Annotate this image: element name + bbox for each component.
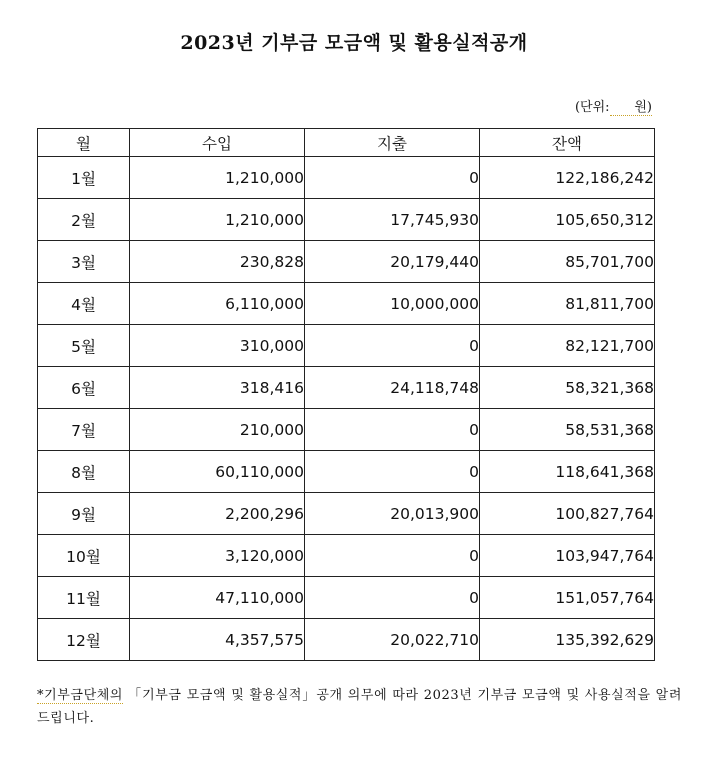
expense-cell: 10,000,000 xyxy=(305,283,480,325)
table-row xyxy=(38,325,655,367)
balance-cell: 103,947,764 xyxy=(480,535,655,577)
header-month: 월 xyxy=(38,129,130,157)
table-header-row xyxy=(38,129,655,157)
income-cell: 1,210,000 xyxy=(130,157,305,199)
income-cell: 6,110,000 xyxy=(130,283,305,325)
balance-cell: 135,392,629 xyxy=(480,619,655,661)
month-cell: 11월 xyxy=(38,577,130,619)
income-cell: 2,200,296 xyxy=(130,493,305,535)
page-title: 2023년 기부금 모금액 및 활용실적공개 xyxy=(180,32,528,54)
table-row xyxy=(38,451,655,493)
expense-cell: 20,022,710 xyxy=(305,619,480,661)
expense-cell: 0 xyxy=(305,535,480,577)
donation-ledger-table xyxy=(37,128,655,661)
balance-cell: 118,641,368 xyxy=(480,451,655,493)
balance-cell: 122,186,242 xyxy=(480,157,655,199)
table-row xyxy=(38,367,655,409)
table-body xyxy=(38,157,655,661)
month-cell: 1월 xyxy=(38,157,130,199)
disclosure-note xyxy=(37,684,682,730)
income-cell: 210,000 xyxy=(130,409,305,451)
table-row xyxy=(38,409,655,451)
balance-cell: 85,701,700 xyxy=(480,241,655,283)
table-row xyxy=(38,619,655,661)
income-cell: 230,828 xyxy=(130,241,305,283)
table-row xyxy=(38,493,655,535)
month-cell: 5월 xyxy=(38,325,130,367)
header-balance: 잔액 xyxy=(480,129,655,157)
note-prefix: *기부금단체의 xyxy=(37,688,124,703)
table-row xyxy=(38,577,655,619)
month-cell: 3월 xyxy=(38,241,130,283)
expense-cell: 0 xyxy=(305,325,480,367)
month-cell: 6월 xyxy=(38,367,130,409)
income-cell: 1,210,000 xyxy=(130,199,305,241)
table-row xyxy=(38,241,655,283)
note-body: 「기부금 모금액 및 활용실적」공개 의무에 따라 2023년 기부금 모금액 및 사용실적을 알려드립니다. xyxy=(37,688,682,726)
balance-cell: 151,057,764 xyxy=(480,577,655,619)
month-cell: 8월 xyxy=(38,451,130,493)
month-cell: 12월 xyxy=(38,619,130,661)
income-cell: 47,110,000 xyxy=(130,577,305,619)
expense-cell: 20,013,900 xyxy=(305,493,480,535)
unit-label: (단위: xyxy=(574,100,610,115)
unit-indicator xyxy=(575,96,652,115)
balance-cell: 81,811,700 xyxy=(480,283,655,325)
expense-cell: 0 xyxy=(305,157,480,199)
balance-cell: 58,531,368 xyxy=(480,409,655,451)
month-cell: 10월 xyxy=(38,535,130,577)
income-cell: 4,357,575 xyxy=(130,619,305,661)
balance-cell: 82,121,700 xyxy=(480,325,655,367)
income-cell: 60,110,000 xyxy=(130,451,305,493)
table-row xyxy=(38,283,655,325)
expense-cell: 17,745,930 xyxy=(305,199,480,241)
month-cell: 4월 xyxy=(38,283,130,325)
expense-cell: 20,179,440 xyxy=(305,241,480,283)
income-cell: 310,000 xyxy=(130,325,305,367)
expense-cell: 0 xyxy=(305,451,480,493)
header-expense: 지출 xyxy=(305,129,480,157)
income-cell: 3,120,000 xyxy=(130,535,305,577)
balance-cell: 58,321,368 xyxy=(480,367,655,409)
expense-cell: 0 xyxy=(305,409,480,451)
header-income: 수입 xyxy=(130,129,305,157)
balance-cell: 100,827,764 xyxy=(480,493,655,535)
month-cell: 9월 xyxy=(38,493,130,535)
balance-cell: 105,650,312 xyxy=(480,199,655,241)
table-row xyxy=(38,157,655,199)
table-row xyxy=(38,199,655,241)
unit-value: 원) xyxy=(610,100,652,116)
table-row xyxy=(38,535,655,577)
expense-cell: 0 xyxy=(305,577,480,619)
month-cell: 7월 xyxy=(38,409,130,451)
expense-cell: 24,118,748 xyxy=(305,367,480,409)
income-cell: 318,416 xyxy=(130,367,305,409)
month-cell: 2월 xyxy=(38,199,130,241)
